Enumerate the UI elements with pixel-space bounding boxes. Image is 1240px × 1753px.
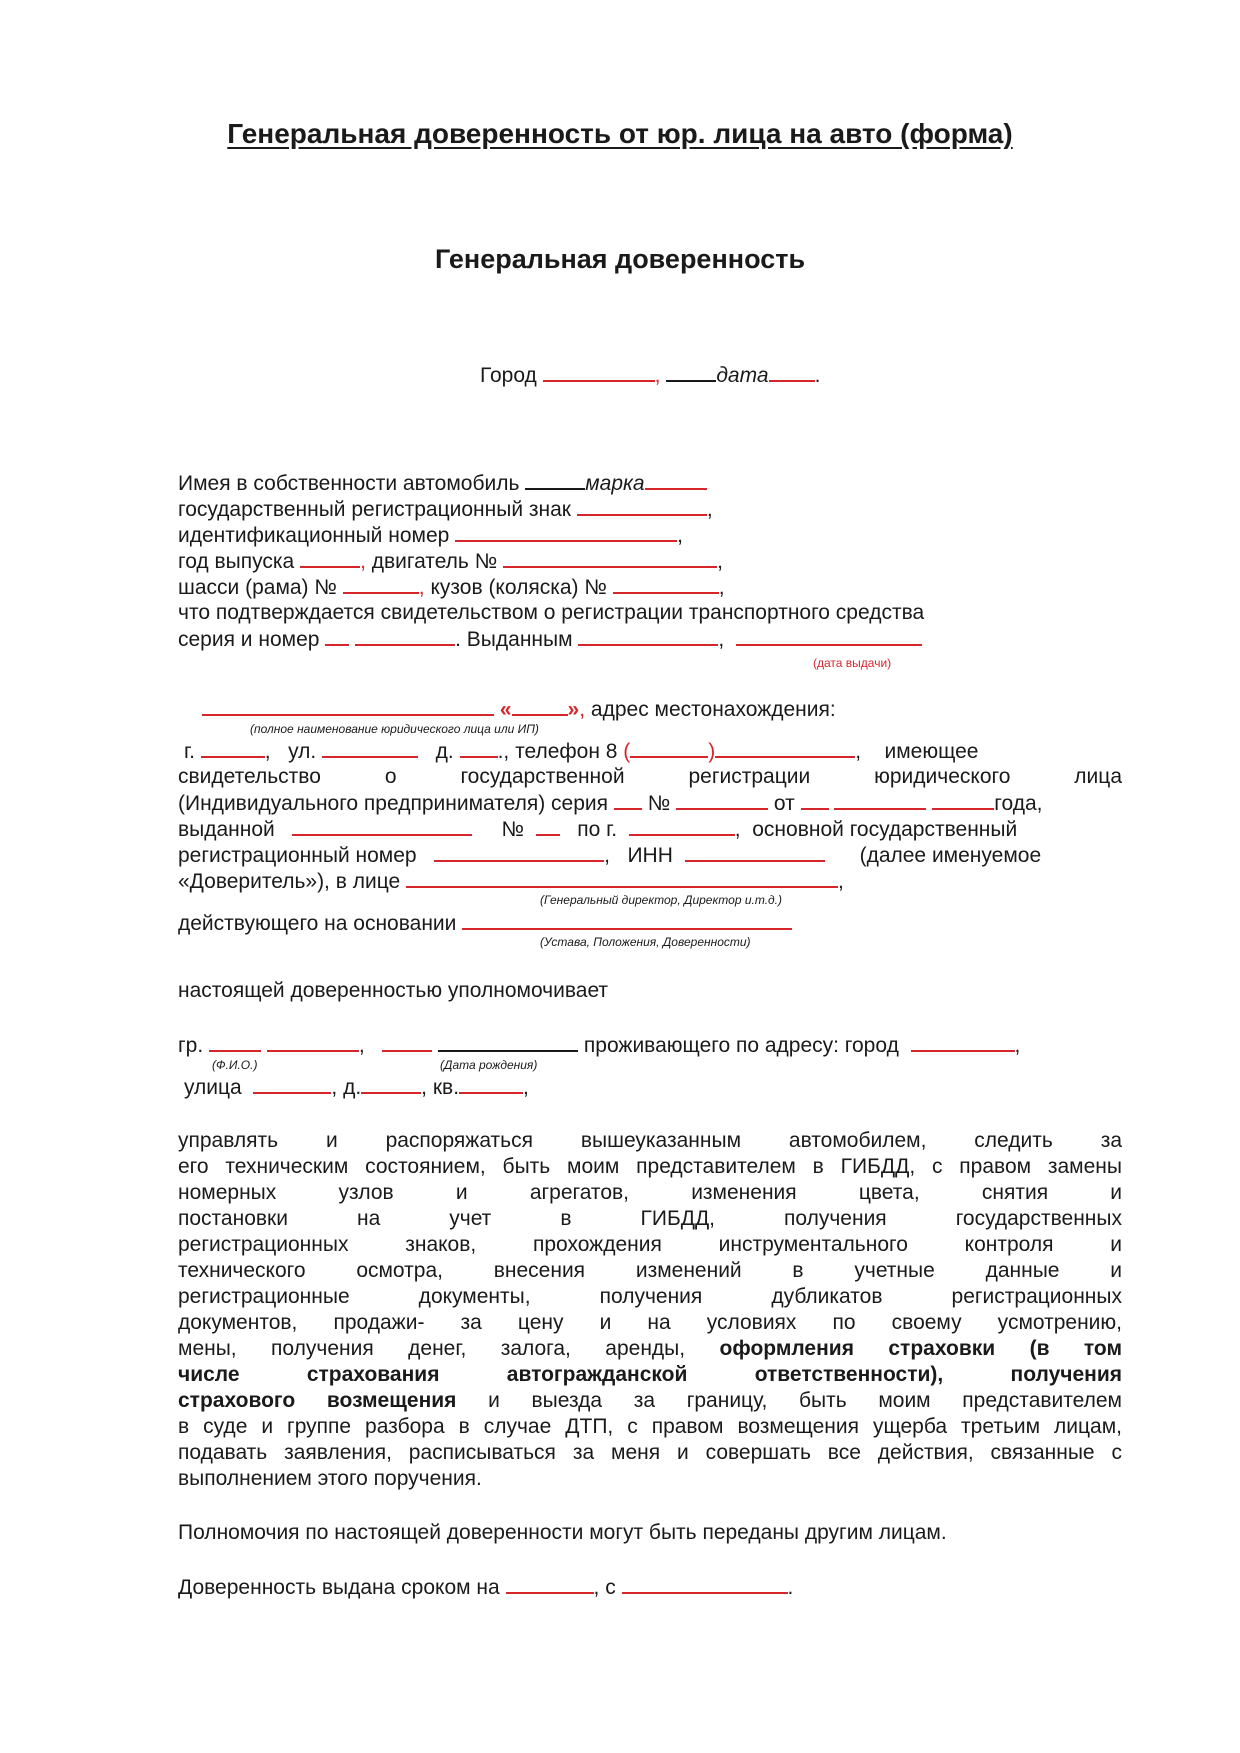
document-heading: Генеральная доверенность — [434, 244, 806, 274]
cert-number-blank[interactable] — [676, 790, 768, 810]
transfer-line: Полномочия по настоящей доверенности могут быть переданы другим лицам. — [178, 1521, 947, 1544]
agent-apt-blank[interactable] — [459, 1074, 523, 1094]
agent-line-1: гр. , проживающего по адресу: город , — [178, 1034, 1021, 1057]
basis-blank[interactable] — [462, 910, 792, 930]
agent-birth-blank-1[interactable] — [382, 1032, 432, 1052]
entity-row-6: «Доверитель»), в лице , — [178, 870, 844, 893]
powers-line-1: управлять и распоряжаться вышеуказанным автомобилем, следить за — [178, 1129, 1122, 1152]
vehicle-line-4: год выпуска , двигатель № , — [178, 550, 723, 573]
hint-fio: (Ф.И.О.) — [212, 1058, 258, 1072]
entity-row-2: свидетельство о государственной регистрации юридического лица — [178, 765, 1122, 788]
brand-blank-left[interactable] — [525, 470, 585, 490]
powers-line-2: его техническим состоянием, быть моим представителем в ГИБДД, с правом замены — [178, 1155, 1122, 1178]
agent-street-blank[interactable] — [253, 1074, 331, 1094]
cert-issued-city-blank[interactable] — [629, 816, 735, 836]
authorizes-line: настоящей доверенностью уполномочивает — [178, 979, 609, 1002]
vehicle-line-7: серия и номер . Выданным , — [178, 626, 922, 653]
cert-month-blank[interactable] — [834, 790, 926, 810]
date-blank-right[interactable] — [769, 362, 815, 382]
agent-line-2: улица , д. , кв. , — [184, 1076, 529, 1099]
powers-line-7: регистрационные документы, получения дубликатов регистрационных — [178, 1285, 1122, 1308]
year-blank[interactable] — [300, 548, 360, 568]
brand-blank-right[interactable] — [645, 470, 707, 490]
date-blank-left[interactable] — [666, 362, 716, 382]
agent-city-blank[interactable] — [911, 1032, 1015, 1052]
agent-name-blank-1[interactable] — [209, 1032, 261, 1052]
entity-row-4: выданной № по г. , основной государственный — [178, 818, 1018, 841]
agent-house-blank[interactable] — [361, 1074, 421, 1094]
powers-line-12: в суде и группе разбора в случае ДТП, с правом возмещения ущерба третьим лицам, — [178, 1415, 1122, 1438]
powers-line-14: выполнением этого поручения. — [178, 1467, 482, 1490]
chassis-blank[interactable] — [343, 574, 419, 594]
agent-name-blank-2[interactable] — [267, 1032, 359, 1052]
vehicle-line-2: государственный регистрационный знак , — [178, 498, 713, 521]
term-duration-blank[interactable] — [506, 1574, 594, 1594]
entity-city-blank[interactable] — [201, 738, 265, 758]
inn-blank[interactable] — [685, 842, 825, 862]
cert-series-blank[interactable] — [614, 790, 642, 810]
phone-number-blank[interactable] — [715, 738, 855, 758]
term-line: Доверенность выдана сроком на , с . — [178, 1576, 794, 1599]
hint-position: (Генеральный директор, Директор и.т.д.) — [540, 893, 782, 907]
page-title: Генеральная доверенность от юр. лица на авто (форма) — [227, 118, 1013, 149]
powers-line-10: числе страхования автогражданской ответственности), получения — [178, 1363, 1122, 1386]
entity-row-3: (Индивидуального предпринимателя) серия № от года, — [178, 792, 1043, 815]
powers-line-8: документов, продажи- за цену и на условиях по своему усмотрению, — [178, 1311, 1122, 1334]
cert-year-blank[interactable] — [932, 790, 994, 810]
entity-street-blank[interactable] — [322, 738, 418, 758]
powers-line-6: технического осмотра, внесения изменений в учетные данные и — [178, 1259, 1122, 1282]
ogrn-blank[interactable] — [434, 842, 604, 862]
series-blank[interactable] — [325, 626, 349, 646]
hint-issue-date: (дата выдачи) — [813, 656, 892, 670]
entity-address-line: г. , ул. д. ., телефон 8 ( ) , имеющее — [184, 740, 979, 763]
powers-line-4: постановки на учет в ГИБДД, получения государственных — [178, 1207, 1122, 1230]
entity-row-5: регистрационный номер , ИНН (далее именуемое — [178, 844, 1042, 867]
date-placeholder: дата — [716, 364, 769, 387]
engine-blank[interactable] — [503, 548, 717, 568]
plate-blank[interactable] — [577, 496, 707, 516]
term-start-blank[interactable] — [622, 1574, 788, 1594]
phone-code-blank[interactable] — [630, 738, 708, 758]
number-blank[interactable] — [355, 626, 455, 646]
entity-row-7: действующего на основании — [178, 910, 792, 937]
cert-day-blank[interactable] — [801, 790, 829, 810]
entity-house-blank[interactable] — [460, 738, 498, 758]
entity-quote-blank[interactable] — [512, 696, 568, 716]
brand-placeholder: марка — [585, 472, 645, 495]
powers-line-11: страхового возмещения и выезда за границу, быть моим представителем — [178, 1389, 1122, 1412]
vehicle-line-5: шасси (рама) № , кузов (коляска) № , — [178, 576, 725, 599]
cert-issued-no-blank[interactable] — [536, 816, 560, 836]
body-blank[interactable] — [613, 574, 719, 594]
vehicle-line-1: Имея в собственности автомобиль марка — [178, 470, 707, 497]
city-blank[interactable] — [543, 362, 655, 382]
cert-issued-blank[interactable] — [292, 816, 472, 836]
powers-line-3: номерных узлов и агрегатов, изменения цвета, снятия и — [178, 1181, 1122, 1204]
powers-line-13: подавать заявления, расписываться за меня и совершать все действия, связанные с — [178, 1441, 1122, 1464]
hint-birth-date: (Дата рождения) — [440, 1058, 538, 1072]
issued-by-blank[interactable] — [578, 626, 718, 646]
agent-birth-blank-2[interactable] — [438, 1032, 578, 1052]
powers-line-9: мены, получения денег, залога, аренды, оформления страховки (в том — [178, 1337, 1122, 1360]
vin-blank[interactable] — [455, 522, 677, 542]
vehicle-line-3: идентификационный номер , — [178, 524, 683, 547]
hint-basis: (Устава, Положения, Доверенности) — [540, 935, 751, 949]
place-date-line: Город , дата . — [480, 364, 821, 387]
powers-line-5: регистрационных знаков, прохождения инструментального контроля и — [178, 1233, 1122, 1256]
entity-name-blank[interactable] — [202, 696, 494, 716]
hint-entity-name: (полное наименование юридического лица или ИП) — [250, 722, 539, 736]
issue-date-blank[interactable] — [736, 626, 922, 646]
representative-blank[interactable] — [406, 868, 838, 888]
entity-name-line: « », адрес местонахождения: — [202, 696, 836, 723]
vehicle-line-6: что подтверждается свидетельством о регистрации транспортного средства — [178, 601, 925, 624]
